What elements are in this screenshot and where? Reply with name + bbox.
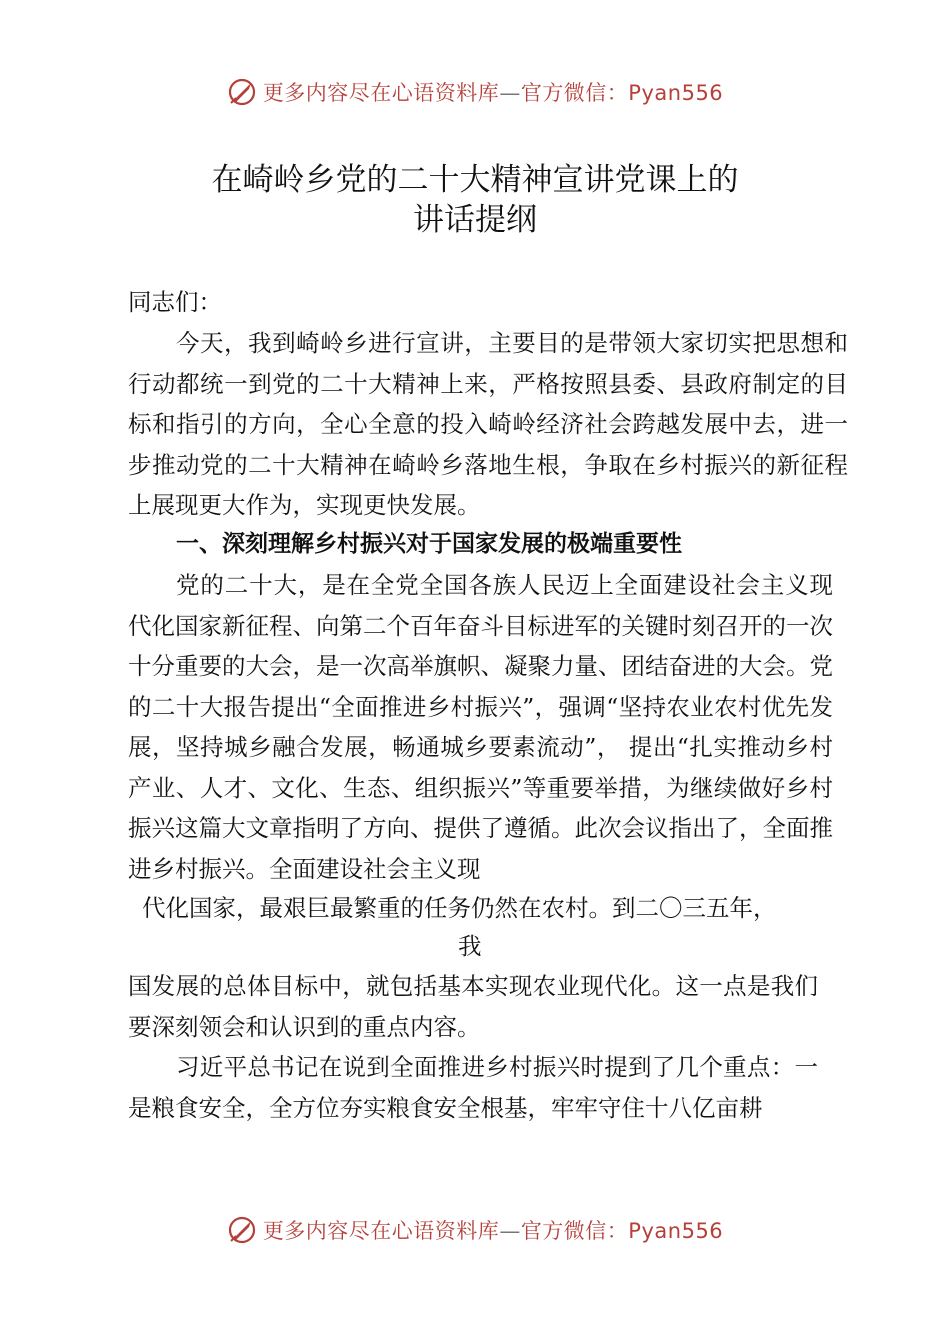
watermark-main: 更多内容尽在心语资料库: [262, 81, 500, 105]
paragraph-key-points: 习近平总书记在说到全面推进乡村振兴时提到了几个重点：一是粮食安全，全方位夯实粮食安全根基，牢牢守住十八亿亩耕: [128, 1053, 818, 1122]
paragraph-split-char: 我: [458, 932, 482, 960]
document-title-line-1: 在崎岭乡党的二十大精神宣讲党课上的: [211, 162, 739, 198]
watermark-separator: —: [499, 1219, 521, 1243]
quill-logo-icon: [227, 1215, 257, 1245]
watermark-text: [263, 77, 723, 107]
section-heading-1: 一、深刻理解乡村振兴对于国家发展的极端重要性: [176, 531, 682, 557]
watermark-handle: 官方微信：Pyan556: [520, 1219, 724, 1243]
document-title-line-2: 讲话提纲: [413, 202, 537, 238]
watermark-separator: —: [499, 81, 521, 105]
paragraph-intro: 今天，我到崎岭乡进行宣讲，主要目的是带领大家切实把思想和行动都统一到党的二十大精神上来，严格按照县委、县政府制定的目标和指引的方向，全心全意的投入崎岭经济社会跨越发展中去，进一步推动党的二十大精神在崎岭乡落地生根，争取在乡村振兴的新征程上展现更大作为，实现更快发展。: [128, 329, 848, 519]
footer-watermark: [0, 1210, 950, 1250]
paragraph-split-line: 代化国家，最艰巨最繁重的任务仍然在农村。到二〇三五年，: [142, 894, 777, 922]
watermark-main: 更多内容尽在心语资料库: [262, 1219, 500, 1243]
paragraph-continuation: 国发展的总体目标中，就包括基本实现农业现代化。这一点是我们要深刻领会和认识到的重点内容。: [128, 972, 818, 1041]
quill-logo-icon: [227, 77, 257, 107]
watermark-handle: 官方微信：Pyan556: [520, 81, 724, 105]
header-watermark: [0, 72, 950, 112]
paragraph-section1: 党的二十大，是在全党全国各族人民迈上全面建设社会主义现代化国家新征程、向第二个百年奋斗目标进军的关键时刻召开的一次十分重要的大会，是一次高举旗帜、凝聚力量、团结奋进的大会。党的二十大报告提出“全面推进乡村振兴”，强调“坚持农业农村优先发展，坚持城乡融合发展，畅通城乡要素流动”， 提出“扎实推动乡村产业、人才、文化、生态、组织振兴”等重要举措，为继续做好乡村振兴这篇大文章指明了方向、提供了遵循。此次会议指出了，全面推进乡村振兴。全面建设社会主义现: [128, 571, 833, 883]
watermark-text: [263, 1215, 723, 1245]
salutation: 同志们：: [128, 288, 222, 316]
